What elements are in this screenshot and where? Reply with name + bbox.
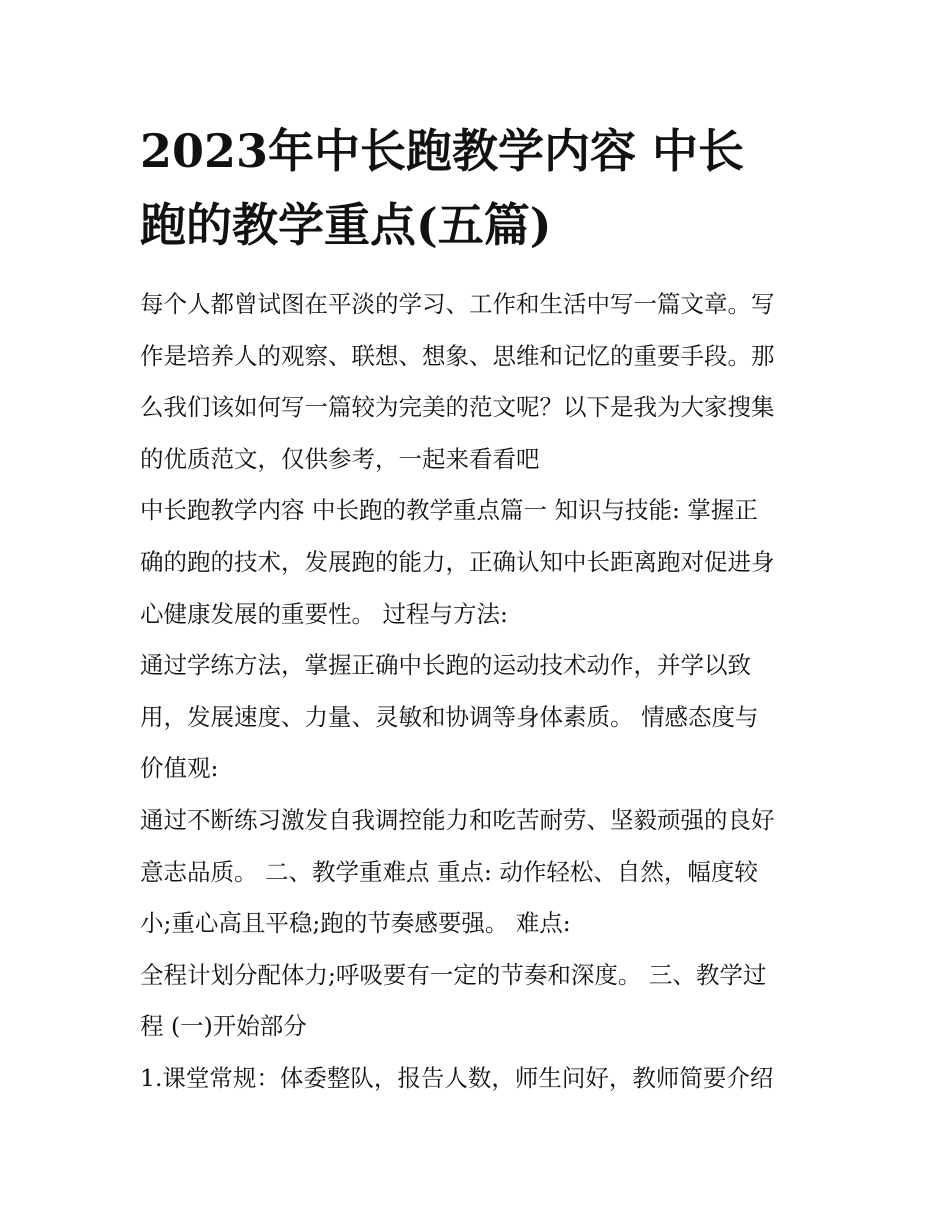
body-line: 全程计划分配体力;呼吸要有一定的节奏和深度。 三、教学过 [140, 960, 767, 989]
body-line: 心健康发展的重要性。 过程与方法: [140, 599, 508, 628]
body-line: 么我们该如何写一篇较为完美的范文呢？以下是我为大家搜集 [140, 393, 775, 422]
body-line: 确的跑的技术，发展跑的能力，正确认知中长距离跑对促进身 [140, 547, 775, 576]
body-line: 用，发展速度、力量、灵敏和协调等身体素质。 情感态度与 [140, 702, 759, 731]
document-title [140, 114, 820, 262]
body-line: 1.课堂常规：体委整队，报告人数，师生问好，教师简要介绍 [140, 1063, 774, 1092]
body-line: 程 (一)开始部分 [140, 1012, 307, 1041]
title-line-1: 2023年中长跑教学内容 中长 [140, 124, 745, 178]
body-line: 通过不断练习激发自我调控能力和吃苦耐劳、坚毅顽强的良好 [140, 805, 775, 834]
title-line-2: 跑的教学重点(五篇) [140, 198, 552, 252]
body-line: 的优质范文，仅供参考，一起来看看吧 [140, 444, 540, 473]
body-line: 小;重心高且平稳;跑的节奏感要强。 难点: [140, 909, 571, 938]
body-line: 价值观: [140, 754, 219, 783]
body-line: 通过学练方法，掌握正确中长跑的运动技术动作，并学以致 [140, 651, 751, 680]
body-line: 意志品质。 二、教学重难点 重点: 动作轻松、自然，幅度较 [140, 857, 758, 886]
document-body [140, 279, 830, 1105]
body-line: 中长跑教学内容 中长跑的教学重点篇一 知识与技能: 掌握正 [140, 496, 758, 525]
body-line: 每个人都曾试图在平淡的学习、工作和生活中写一篇文章。写 [140, 290, 775, 318]
body-line: 作是培养人的观察、联想、想象、思维和记忆的重要手段。那 [140, 341, 775, 370]
